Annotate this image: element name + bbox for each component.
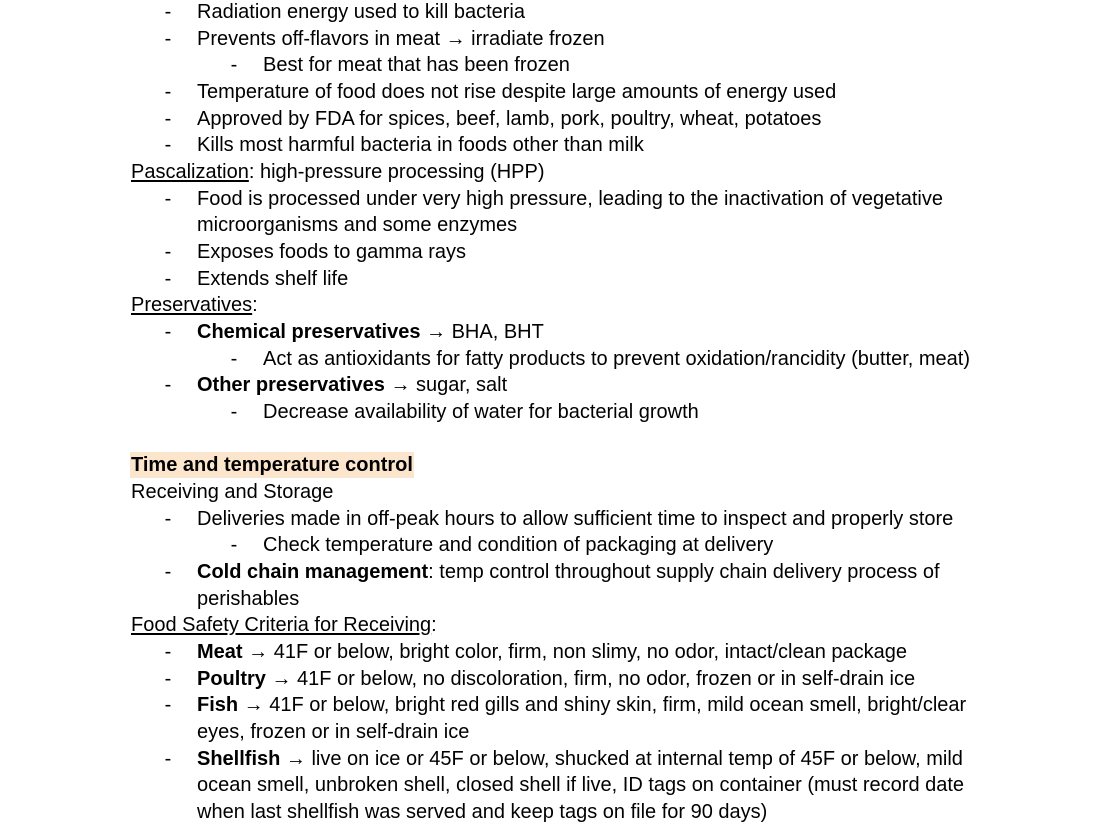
bullet-dash: - [164,108,172,130]
bullet-dash: - [164,268,172,290]
bold-term: Chemical preservatives [197,321,421,343]
bullet-dash: - [164,241,172,263]
bullet-dash: - [164,188,172,210]
bold-term: Poultry [197,668,266,690]
bullet-dash: - [164,1,172,23]
bullet-dash: - [164,28,172,50]
bullet-dash: - [164,641,172,663]
bullet-dash: - [230,401,238,423]
bullet-dash: - [230,54,238,76]
bold-term: Shellfish [197,748,281,770]
bullet-dash: - [164,561,172,583]
bold-term: Fish [197,694,239,716]
heading-term: Preservatives [131,294,253,316]
bold-term: Other preservatives [197,374,385,396]
bullet-dash: - [164,668,172,690]
document-page: - Radiation energy used to kill bacteria - Prevents off-flavors in meat → irradiate frozen - Best for meat that has been frozen - Temperature of food does not rise despite large amounts of energy used - Approved by FDA for spices, beef, lamb, pork, poultry, wheat, potatoes - Kills most harmful bacteria in foods other than milk Pascalization: high-pressure processing (HPP) - Food is processed under very high pressure, leading to the inactivation of vegetative microorganisms and some enzymes - Exposes foods to gamma rays - Extends shelf life Preservatives: - Chemical preservatives → BHA, BHT - Act as antioxidants for fatty products to prevent oxidation/rancidity (butter, meat) - Other preservatives → sugar, salt - Decrease availability of water for bacterial growth Time and temperature control Receiving and Storage - Deliveries made in off-peak hours to allow sufficient time to inspect and properly store - Check temperature and condition of packaging at delivery - Cold chain management: temp control throughout supply chain delivery process of perishables Food Safety Criteria for Receiving: - Meat → 41F or below, bright color, firm, non slimy, no odor, intact/clean package - Poultry → 41F or below, no discoloration, firm, no odor, frozen or in self-drain ice - Fish → 41F or below, bright red gills and shiny skin, firm, mild ocean smell, bright/clear eyes, frozen or in self-drain ice - Shellfish → live on ice or 45F or below, shucked at internal temp of 45F or below, mild ocean smell, unbroken shell, closed shell if live, ID tags on container (must record date when last shellfish was served and keep tags on file for 90 days) [131,1,971,823]
bullet-dash: - [164,694,172,716]
bullet-dash: - [164,748,172,770]
bold-term: Cold chain management [197,561,429,583]
bullet-dash: - [164,321,172,343]
bullet-dash: - [230,534,238,556]
heading-term: Food Safety Criteria for Receiving [131,614,432,636]
bullet-dash: - [164,81,172,103]
bullet-dash: - [230,348,238,370]
bold-term: Meat [197,641,243,663]
highlighted-heading: Time and temperature control [131,454,413,476]
heading-term: Pascalization [131,161,249,183]
bullet-dash: - [164,508,172,530]
bullet-dash: - [164,134,172,156]
bullet-dash: - [164,374,172,396]
